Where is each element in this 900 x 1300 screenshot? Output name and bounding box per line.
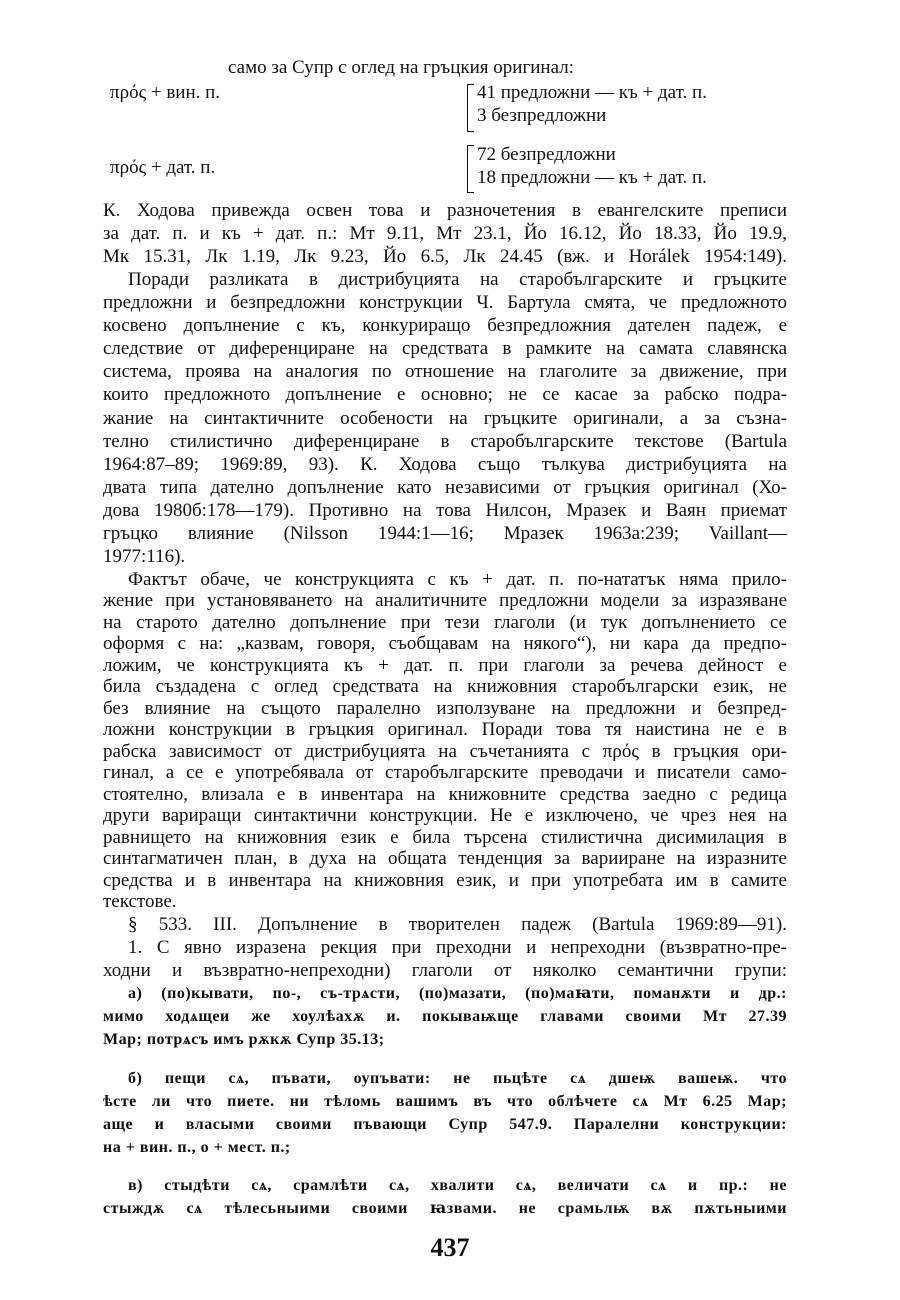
text-line: жание на синтактичните особености на гръцките оригинали, а за съзна-: [103, 407, 787, 429]
header-intro: само за Супр с оглед на гръцкия оригинал:: [228, 57, 574, 78]
text-line: а) (по)кывати, по-, съ-трѧсти, (по)мазати, (по)маꙗти, поманѫти и др.:: [128, 985, 787, 1002]
text-line: била създадена с оглед средствата на книжовния старобългарски език, не: [103, 676, 787, 698]
text-line: гръцко влияние (Nilsson 1944:1—16; Мразек 1963а:239; Vaillant—: [103, 523, 787, 544]
text-line: Мк 15.31, Лк 1.19, Лк 9.23, Йо 6.5, Лк 24.45 (вж. и Horálek 1954:149).: [103, 246, 787, 267]
text-line: оформя с на: „казвам, говоря, съобщавам на някого“), ни кара да предпо-: [103, 633, 787, 655]
text-line: § 533. III. Допълнение в творителен падеж (Bartula 1969:89—91).: [128, 914, 787, 935]
text-line: текстове.: [103, 891, 177, 913]
text-line: за дат. п. и къ + дат. п.: Мт 9.11, Мт 23.1, Йо 16.12, Йо 18.33, Йо 19.9,: [103, 223, 787, 244]
bracket: [467, 145, 474, 193]
text-line: в) стыдѣти сѧ, срамлѣти сѧ, хвалити сѧ, величати сѧ и пр.: не: [128, 1177, 787, 1194]
text-line: които предложното допълнение е основно; не се касае за рабско подра-: [103, 384, 787, 406]
text-line: ходни и възвратно-непреходни) глаголи от няколко семантични групи:: [103, 960, 787, 981]
text-line: следствие от диференциране на средствата в рамките на самата славянска: [103, 338, 787, 360]
text-line: равнището на книжовния език е била търсена стилистична дисимилация в: [103, 826, 787, 848]
prep-row-label: πρός + вин. п.: [110, 82, 221, 103]
page-number: 437: [430, 1233, 470, 1262]
text-line: К. Ходова привежда освен това и разночетения в евангелските преписи: [103, 200, 787, 221]
text-line: 1964:87–89; 1969:89, 93). К. Ходова също тълкува дистрибуцията на: [103, 453, 787, 475]
text-line: Фактът обаче, че конструкцията с къ + дат. п. по-нататък няма прило-: [128, 569, 787, 590]
text-line: жение при установяването на аналитичните предложни модели за изразяване: [103, 590, 787, 612]
text-line: Поради разликата в дистрибуцията на старобългарските и гръцките: [128, 269, 787, 290]
text-line: дова 1980б:178—179). Противно на това Нилсон, Мразек и Ваян приемат: [103, 499, 787, 521]
text-line: мимо ходѧщеи же хоулѣахѫ и. покываѭще главами своими Мт 27.39: [103, 1008, 787, 1025]
prep-row-item: 41 предложни — къ + дат. п.: [477, 82, 707, 103]
text-line: ложни конструкции в гръцкия оригинал. Поради това тя наистина не е в: [103, 719, 787, 741]
bracket: [467, 84, 474, 132]
text-line: аще и власыми своими пъвающи Супр 547.9. Паралелни конструкции:: [103, 1116, 787, 1133]
text-line: на + вин. п., о + мест. п.;: [103, 1139, 291, 1156]
text-line: стоятелно, влизала е в инвентара на книжовните средства заедно с редица: [103, 783, 787, 805]
prep-row-label: πρός + дат. п.: [110, 157, 216, 178]
text-line: без влияние на същото паралелно използуване на предложни и безпред-: [103, 697, 787, 719]
text-line: косвено допълнение с къ, конкуриращо безпредложния дателен падеж, е: [103, 315, 787, 337]
text-line: гинал, а се е употребявала от старобългарските преводачи и писатели само-: [103, 762, 787, 784]
text-line: система, проява на аналогия по отношение на глаголите за движение, при: [103, 361, 787, 383]
prep-row-item: 3 безпредложни: [477, 105, 607, 126]
text-line: предложни и безпредложни конструкции Ч. Бартула смята, че предложното: [103, 292, 787, 313]
text-line: на старото дателно допълнение при тези глаголи (и тук допълнението се: [103, 611, 787, 633]
text-line: двата типа дателно допълнение като независими от гръцкия оригинал (Хо-: [103, 476, 787, 498]
text-line: Мар; потрѧсъ имъ рѫкѫ Супр 35.13;: [103, 1031, 385, 1048]
text-line: телно стилистично диференциране в старобългарските текстове (Bartula: [103, 430, 787, 452]
text-line: 1. С явно изразена рекция при преходни и непреходни (възвратно-пре-: [128, 937, 787, 958]
text-line: синтагматичен план, в духа на общата тенденция за варииране на изразните: [103, 848, 787, 870]
text-line: 1977:116).: [103, 546, 186, 568]
text-line: други вариращи синтактични конструкции. Не е изключено, че чрез нея на: [103, 805, 787, 827]
text-line: средства и в инвентара на книжовния език, и при употребата им в самите: [103, 869, 787, 891]
prep-row-item: 18 предложни — къ + дат. п.: [477, 167, 707, 188]
text-line: ѣсте ли что пиете. ни тѣломь вашимъ въ что облѣчете сѧ Мт 6.25 Мар;: [103, 1093, 787, 1110]
text-line: ложим, че конструкцията къ + дат. п. при глаголи за речева дейност е: [103, 654, 787, 676]
text-line: б) пещи сѧ, пъвати, оупъвати: не пьцѣте сѧ дшеѭ вашеѭ. что: [128, 1070, 787, 1087]
text-line: стыждѫ сѧ тѣлесьныими своими ꙗзвами. не срамьлѭ вѫ пѫтьныими: [103, 1200, 787, 1217]
prep-row-item: 72 безпредложни: [477, 144, 616, 165]
text-line: рабска зависимост от дистрибуцията на съчетанията с πρός в гръцкия ори-: [103, 740, 787, 762]
